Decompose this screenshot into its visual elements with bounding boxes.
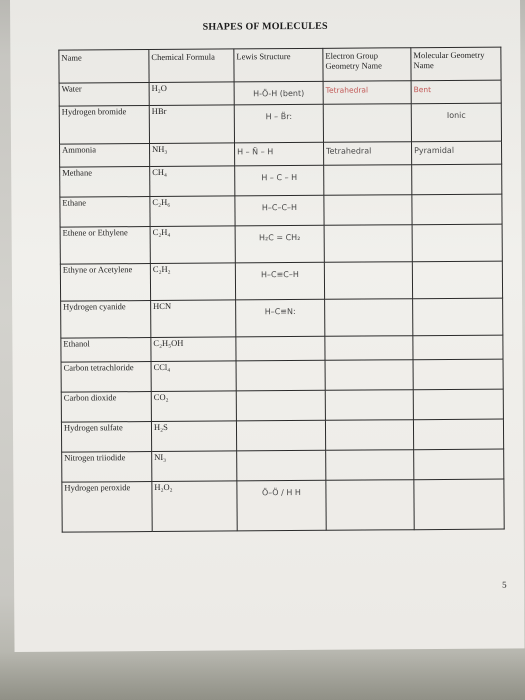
name-cell: Ammonia [60,144,150,168]
name-cell: Carbon dioxide [61,392,151,423]
worksheet-page [10,0,525,652]
electron-geometry: Tetrahedral [325,85,369,95]
molecular-geometry: Bent [413,85,432,95]
molecular-geometry: Pyramidal [414,145,455,156]
name-cell: Ethane [60,197,150,228]
formula-cell: C₂H₄ [150,226,235,264]
table-row [60,224,502,264]
formula-cell: NI₃ [152,451,237,482]
table-row [59,80,501,106]
formula-cell: CCl₄ [151,361,236,392]
table-row [61,298,503,338]
lewis-structure: H–C≡N: [264,307,296,317]
name-cell: Methane [60,167,150,198]
page-number: 5 [502,579,507,590]
formula-cell: H₂O [149,82,234,106]
table-row [60,141,502,167]
lewis-structure: H – N̈ – H [237,147,274,157]
name-cell: Hydrogen peroxide [62,482,152,533]
molecular-geometry: Ionic [446,110,466,120]
name-cell: Ethyne or Acetylene [60,264,150,302]
name-cell: Carbon tetrachloride [61,362,151,393]
formula-cell: H₂S [151,421,236,452]
electron-geometry: Tetrahedral [326,146,372,156]
header-row [59,47,501,83]
table-row [60,164,502,197]
lewis-structure: H–C–C–H [261,203,298,213]
formula-cell: C₂H₅OH [151,337,236,362]
formula-cell: CH₄ [150,166,235,197]
formula-cell: H₂O₂ [152,481,237,532]
lewis-structure: H–C≡C–H [260,269,299,280]
name-cell: Water [59,83,149,107]
name-cell: Nitrogen triiodide [62,452,152,483]
electron-geometry [326,104,409,109]
header-name: Name [59,50,149,84]
lewis-structure: H – C – H [261,172,298,183]
lewis-structure: H₂C = CH₂ [258,232,301,243]
formula-cell: NH₃ [150,143,235,167]
page-title: SHAPES OF MOLECULES [202,20,328,33]
table-row [62,449,504,482]
table-row [61,359,503,392]
table-row [60,194,502,227]
formula-cell: C₂H₆ [150,196,235,227]
lewis-structure: Ö–Ö / H H [261,487,301,498]
formula-cell: CO₂ [151,391,236,422]
header-molecular-geometry: Molecular Geometry Name [411,47,501,81]
lewis-structure: H – B̈r: [265,112,293,122]
table-row [60,261,502,301]
formula-cell: HCN [151,300,236,338]
table-row [62,479,504,532]
header-lewis: Lewis Structure [234,48,323,82]
table-row [61,389,503,422]
name-cell: Hydrogen bromide [59,106,149,145]
name-cell: Hydrogen sulfate [61,422,151,453]
header-formula: Chemical Formula [149,49,234,83]
table-row [61,335,503,362]
formula-cell: C₂H₂ [150,263,235,301]
table-surface-shadow [0,652,525,700]
name-cell: Ethene or Ethylene [60,227,150,265]
header-electron-geometry: Electron Group Geometry Name [323,48,411,82]
formula-cell: HBr [149,105,234,144]
name-cell: Ethanol [61,338,151,363]
lewis-structure: H‑Ö‑H (bent) [253,88,305,99]
molecule-table [58,47,504,533]
name-cell: Hydrogen cyanide [61,301,151,339]
table-row [61,419,503,452]
table-row [59,103,501,144]
